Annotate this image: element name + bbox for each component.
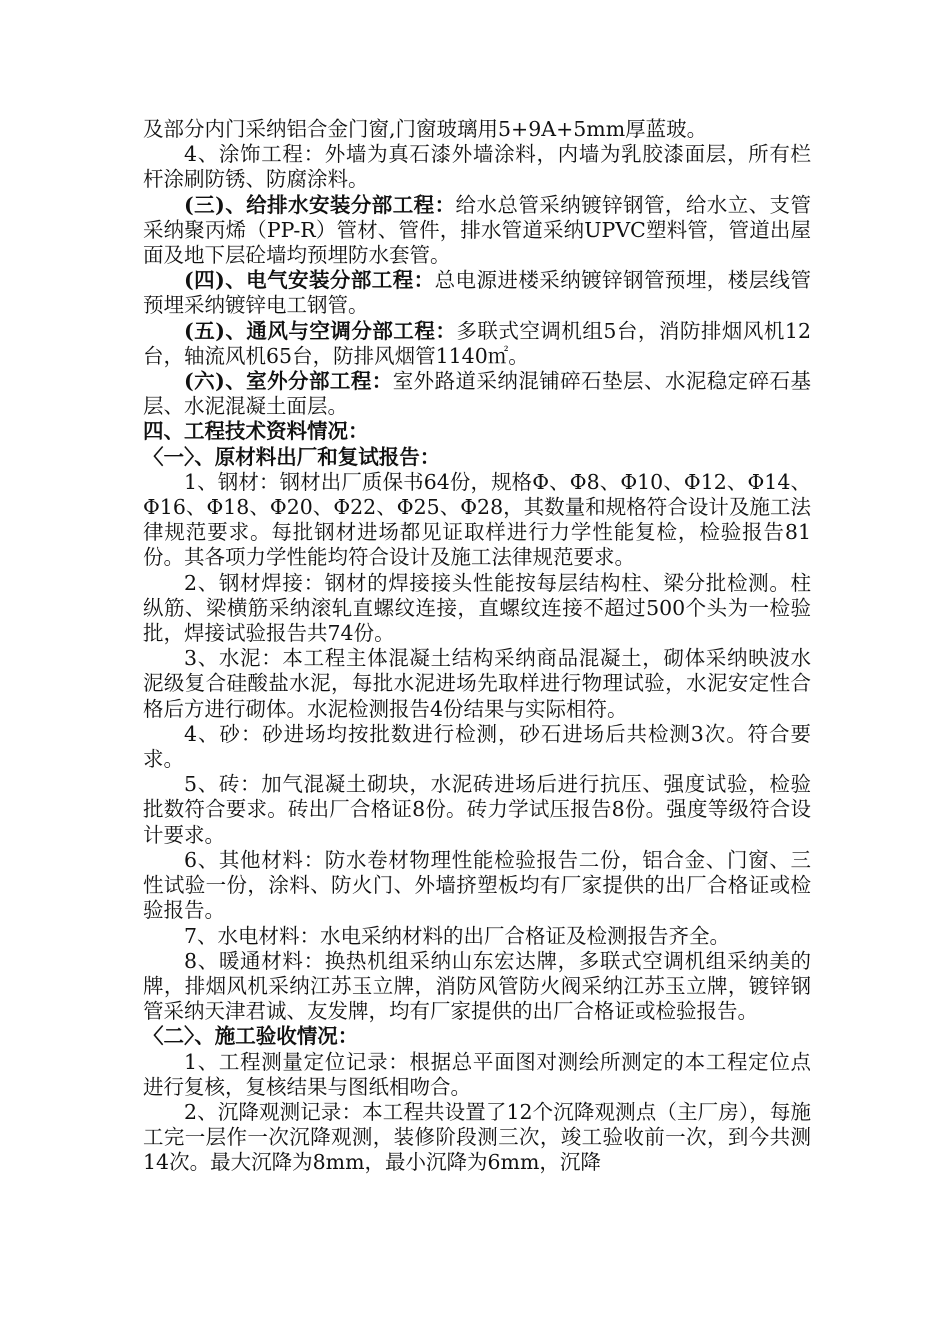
document-page [143, 117, 811, 1176]
paragraph-text: 4、砂：砂进场均按批数进行检测，砂石进场后共检测3次。符合要求。 [143, 721, 811, 772]
paragraph-water-electric [143, 924, 811, 949]
paragraph-steel-welding [143, 571, 811, 647]
paragraph-doors-windows [143, 117, 811, 142]
paragraph-text: 多联式空调机组5台，消防排烟风机12台，轴流风机65台，防排风烟管1140㎡。 [143, 318, 811, 368]
paragraph-plumbing [143, 193, 811, 269]
paragraph-settlement [143, 1100, 811, 1176]
paragraph-survey [143, 1050, 811, 1100]
section-heading: (三)、给排水安装分部工程： [184, 192, 456, 217]
paragraph-text: 2、沉降观测记录：本工程共设置了12个沉降观测点（主厂房），每施工完一层作一次沉降观测，装修阶段测三次，竣工验收前一次，到今共测14次。最大沉降为8mm，最小沉降为6mm，沉降 [143, 1099, 811, 1175]
paragraph-sand [143, 722, 811, 772]
section-heading: (五)、通风与空调分部工程： [184, 318, 457, 343]
paragraph-text: 室外路道采纳混铺碎石垫层、水泥稳定碎石基层、水泥混凝土面层。 [143, 369, 811, 419]
chapter-heading-technical-data: 四、工程技术资料情况： [143, 419, 369, 444]
paragraph-text: 1、钢材：钢材出厂质保书64份，规格Φ、Φ8、Φ10、Φ12、Φ14、Φ16、Φ18、Φ20、Φ22、Φ25、Φ28，其数量和规格符合设计及施工法律规范要求。每批钢材进场都见证取样进行力学性能复检，检验报告81份。其各项力学性能均符合设计及施工法律规范要求。 [143, 469, 811, 570]
section-heading: (六)、室外分部工程： [184, 369, 393, 394]
paragraph-text: 7、水电材料：水电采纳材料的出厂合格证及检测报告齐全。 [184, 923, 731, 948]
paragraph-text: 3、水泥：本工程主体混凝土结构采纳商品混凝土，砌体采纳映波水泥级复合硅酸盐水泥，每批水泥进场先取样进行物理试验，水泥安定性合格后方进行砌体。水泥检测报告4份结果与实际相符。 [143, 646, 811, 721]
paragraph-text: 5、砖：加气混凝土砌块，水泥砖进场后进行抗压、强度试验，检验批数符合要求。砖出厂合格证8份。砖力学试压报告8份。强度等级符合设计要求。 [143, 772, 811, 847]
paragraph-steel [143, 470, 811, 571]
paragraph-text: 8、暖通材料：换热机组采纳山东宏达牌，多联式空调机组采纳美的牌，排烟风机采纳江苏玉立牌，消防风管防火阀采纳江苏玉立牌，镀锌钢管采纳天津君诚、友发牌，均有厂家提供的出厂合格证或检验报告。 [143, 948, 811, 1024]
paragraph-text: 1、工程测量定位记录：根据总平面图对测绘所测定的本工程定位点进行复核，复核结果与图纸相吻合。 [143, 1049, 811, 1099]
paragraph-coating [143, 142, 811, 192]
paragraph-other-materials [143, 848, 811, 924]
paragraph-text: 给水总管采纳镀锌钢管，给水立、支管采纳聚丙烯（PP-R）管材、管件，排水管道采纳UPVC塑料管，管道出屋面及地下层砼墙均预埋防水套管。 [143, 192, 811, 268]
paragraph-hvac [143, 319, 811, 369]
paragraph-text: 总电源进楼采纳镀锌钢管预埋，楼层线管预埋采纳镀锌电工钢管。 [143, 268, 811, 318]
paragraph-heating [143, 949, 811, 1025]
paragraph-outdoor [143, 369, 811, 419]
paragraph-text: 6、其他材料：防水卷材物理性能检验报告二份，铝合金、门窗、三性试验一份，涂料、防火门、外墙挤塑板均有厂家提供的出厂合格证或检验报告。 [143, 847, 811, 923]
paragraph-text: 及部分内门采纳铝合金门窗,门窗玻璃用5+9A+5mm厚蓝玻。 [143, 117, 708, 141]
paragraph-brick [143, 772, 811, 848]
paragraph-text: 2、钢材焊接：钢材的焊接接头性能按每层结构柱、梁分批检测。柱纵筋、梁横筋采纳滚轧直螺纹连接，直螺纹连接不超过500个头为一检验批，焊接试验报告共74份。 [143, 570, 811, 646]
subsection-heading-materials: 〈一〉、原材料出厂和复试报告： [143, 444, 441, 469]
section-heading: (四)、电气安装分部工程： [184, 268, 435, 293]
subsection-heading-acceptance: 〈二〉、施工验收情况： [143, 1024, 359, 1049]
paragraph-text: 4、涂饰工程：外墙为真石漆外墙涂料，内墙为乳胶漆面层，所有栏杆涂刷防锈、防腐涂料。 [143, 142, 811, 192]
paragraph-cement [143, 646, 811, 722]
paragraph-electrical [143, 268, 811, 318]
